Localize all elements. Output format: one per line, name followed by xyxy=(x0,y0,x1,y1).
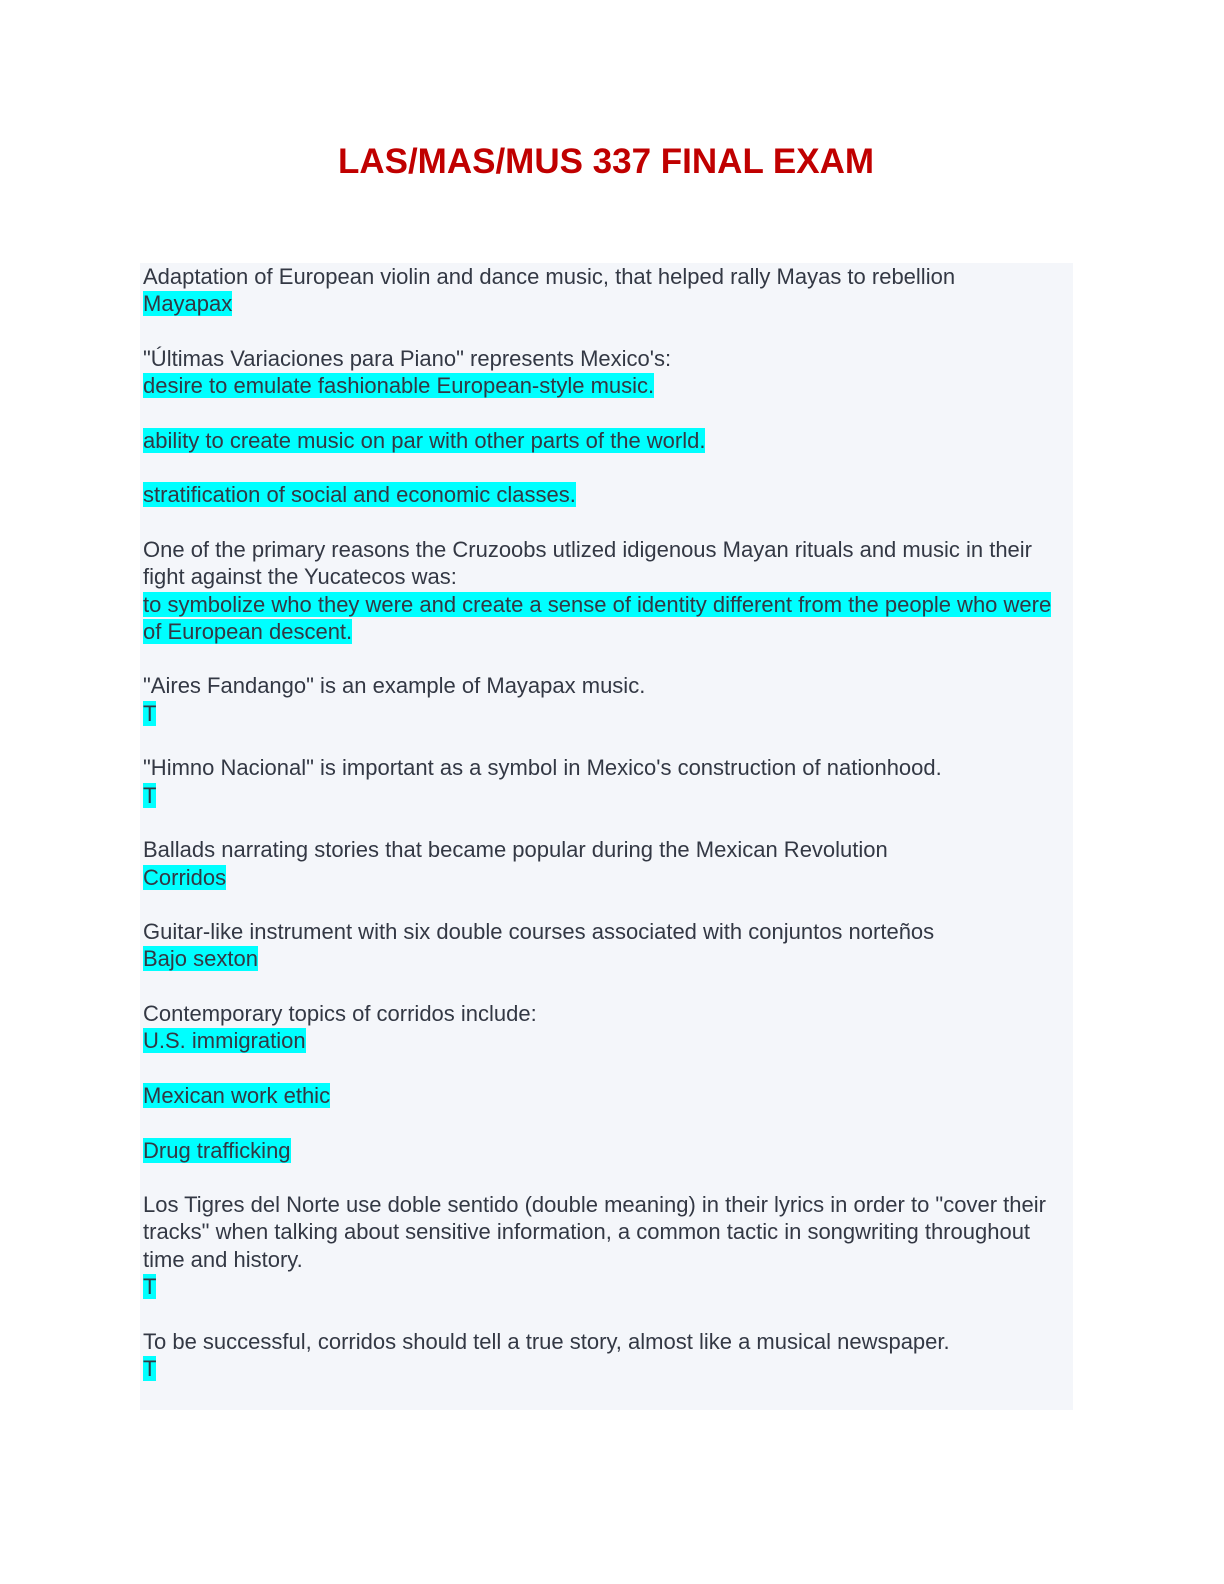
answer-highlight: T xyxy=(143,782,157,808)
question-text: Los Tigres del Norte use doble sentido (double meaning) in their lyrics in order to "cover their tracks" when talking about sensitive information, a common tactic in songwriting throughout time and history. xyxy=(143,1192,1046,1272)
answer-highlight: Mexican work ethic xyxy=(143,1082,331,1108)
qa-item-1 xyxy=(143,263,1071,318)
qa-item-5 xyxy=(143,754,1071,809)
qa-item-7 xyxy=(143,918,1071,973)
answer-highlight: Mayapax xyxy=(143,291,233,317)
answer-highlight: T xyxy=(143,700,157,726)
question-text: Guitar-like instrument with six double courses associated with conjuntos norteños xyxy=(143,919,935,945)
question-text: Adaptation of European violin and dance music, that helped rally Mayas to rebellion xyxy=(143,264,956,289)
qa-item-4 xyxy=(143,672,1071,727)
question-text: "Últimas Variaciones para Piano" represents Mexico's: xyxy=(143,345,672,371)
answer-highlight: T xyxy=(143,1273,157,1299)
answer-highlight: U.S. immigration xyxy=(143,1028,306,1054)
answer-highlight: ability to create music on par with other parts of the world. xyxy=(143,427,706,453)
answer-highlight: to symbolize who they were and create a sense of identity different from the people who were of European descent. xyxy=(143,591,1052,644)
question-text: Ballads narrating stories that became popular during the Mexican Revolution xyxy=(143,837,888,863)
qa-item-8 xyxy=(143,1000,1071,1164)
page-title: LAS/MAS/MUS 337 FINAL EXAM xyxy=(337,142,875,181)
question-text: One of the primary reasons the Cruzoobs utlized idigenous Mayan rituals and music in their fight against the Yucatecos was: xyxy=(143,536,1033,590)
qa-item-2 xyxy=(143,345,1071,509)
question-text: Contemporary topics of corridos include: xyxy=(143,1001,537,1027)
qa-item-10 xyxy=(143,1328,1071,1383)
question-text: "Aires Fandango" is an example of Mayapax music. xyxy=(143,673,646,699)
qa-item-9 xyxy=(143,1191,1071,1300)
answer-highlight: Bajo sexton xyxy=(143,946,258,972)
answer-highlight: T xyxy=(143,1355,157,1381)
question-list xyxy=(143,263,1071,1409)
question-text: To be successful, corridos should tell a true story, almost like a musical newspaper. xyxy=(143,1328,950,1354)
answer-highlight: Corridos xyxy=(143,864,227,890)
question-text: "Himno Nacional" is important as a symbol in Mexico's construction of nationhood. xyxy=(143,755,942,781)
qa-item-6 xyxy=(143,836,1071,891)
answer-highlight: stratification of social and economic classes. xyxy=(143,482,576,508)
answer-highlight: desire to emulate fashionable European-style music. xyxy=(143,373,655,399)
qa-item-3 xyxy=(143,536,1071,645)
answer-highlight: Drug trafficking xyxy=(143,1137,291,1163)
